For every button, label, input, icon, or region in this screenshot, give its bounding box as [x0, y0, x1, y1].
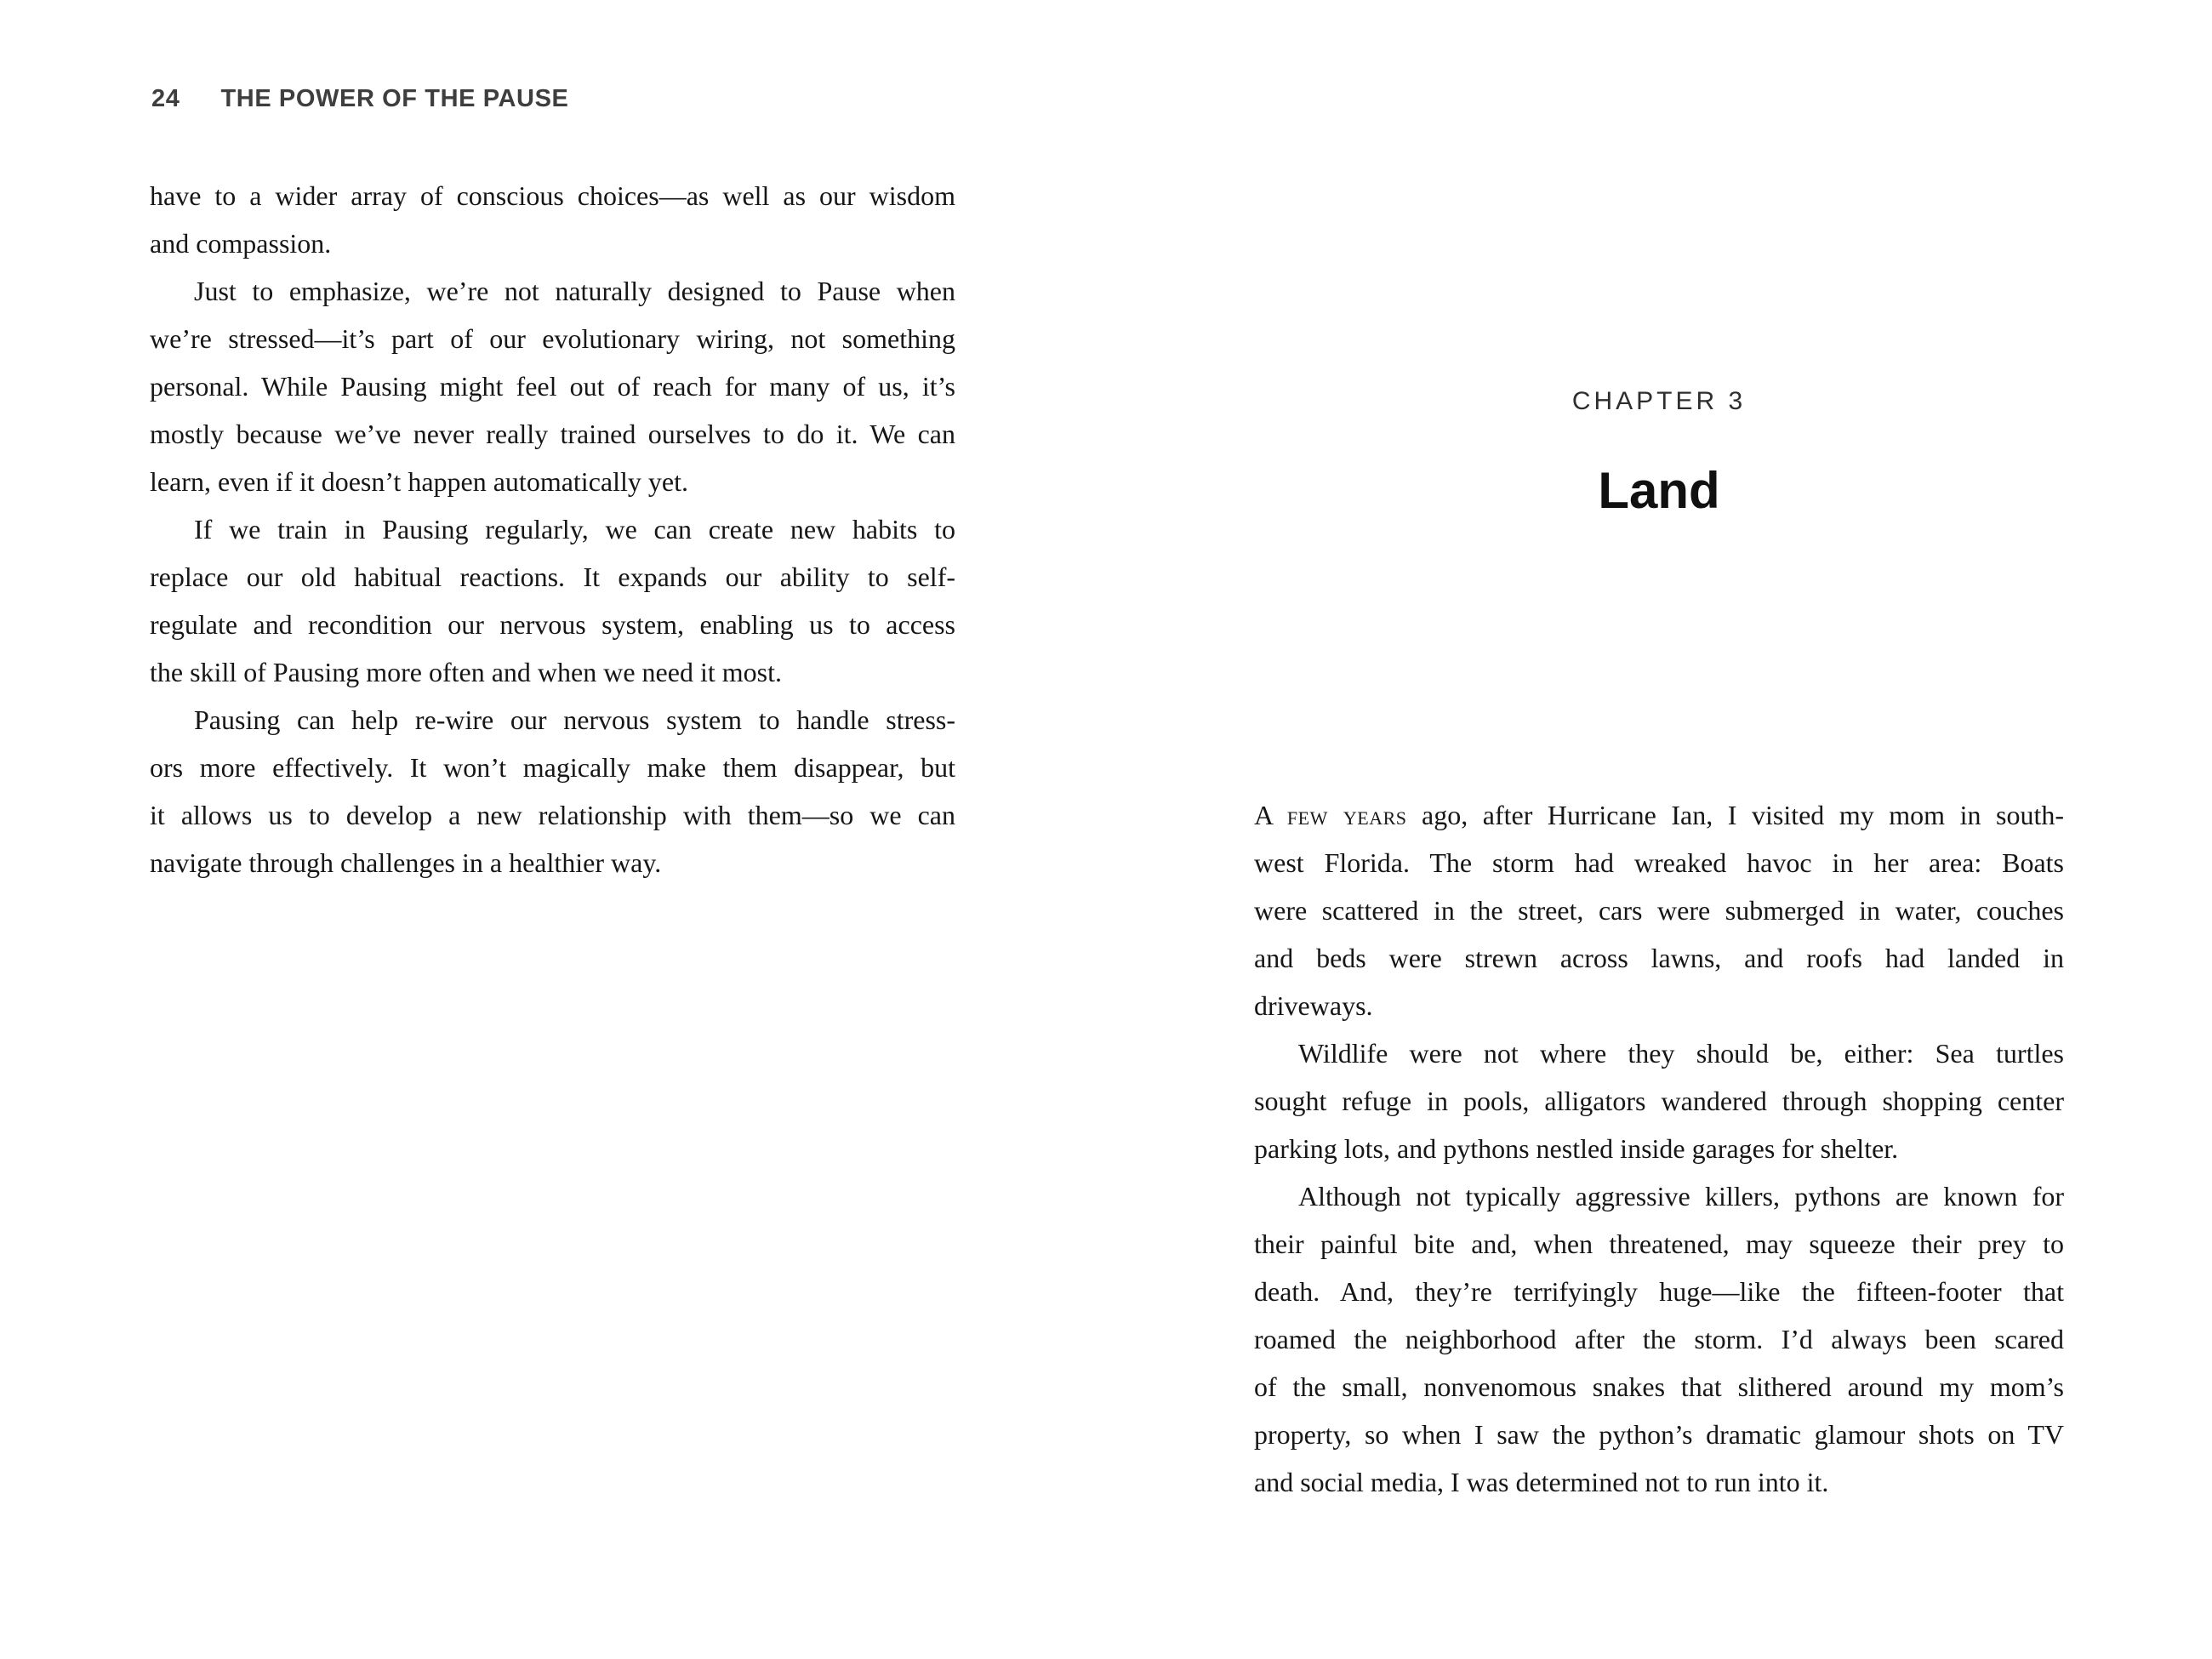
text-line: their painful bite and, when threatened, may squeeze their prey to	[1254, 1229, 2064, 1259]
text-line: property, so when I saw the python’s dramatic glamour shots on TV	[1254, 1419, 2064, 1450]
chapter-label: CHAPTER 3	[1571, 387, 1747, 415]
text-line: ors more effectively. It won’t magically make them disappear, but	[150, 752, 955, 783]
text-line: Although not typically aggressive killers, pythons are known for	[1298, 1181, 2064, 1211]
text-line: and compassion.	[150, 228, 332, 259]
text-line: the skill of Pausing more often and when we need it most.	[150, 657, 782, 687]
chapter-title: Land	[1598, 462, 1720, 519]
text-line: and beds were strewn across lawns, and roofs had landed in	[1254, 943, 2064, 973]
text-line: it allows us to develop a new relationship with them—so we can	[150, 800, 955, 830]
text-line: replace our old habitual reactions. It expands our ability to self-	[150, 562, 955, 592]
right-body-text	[1254, 791, 2064, 1506]
text-line: roamed the neighborhood after the storm. I’d always been scared	[1254, 1324, 2064, 1354]
text-line: have to a wider array of conscious choices—as well as our wisdom	[150, 180, 955, 211]
running-header	[151, 85, 569, 112]
text-line: sought refuge in pools, alligators wandered through shopping center	[1254, 1086, 2064, 1116]
text-line: we’re stressed—it’s part of our evolutionary wiring, not something	[150, 323, 955, 354]
text-line: navigate through challenges in a healthier way.	[150, 847, 662, 878]
text-line: regulate and recondition our nervous system, enabling us to access	[150, 609, 955, 640]
text-line: death. And, they’re terrifyingly huge—like the fifteen-footer that	[1254, 1276, 2064, 1307]
text-line: personal. While Pausing might feel out of reach for many of us, it’s	[150, 371, 955, 402]
text-line: If we train in Pausing regularly, we can create new habits to	[194, 514, 955, 544]
text-line: driveways.	[1254, 990, 1373, 1021]
text-line: learn, even if it doesn’t happen automatically yet.	[150, 466, 688, 497]
text-line: Wildlife were not where they should be, either: Sea turtles	[1298, 1038, 2064, 1069]
text-line: A few years ago, after Hurricane Ian, I visited my mom in south-	[1254, 800, 2065, 830]
text-line: Just to emphasize, we’re not naturally designed to Pause when	[194, 276, 955, 306]
text-line: and social media, I was determined not to run into it.	[1254, 1467, 1829, 1497]
text-line: mostly because we’ve never really trained ourselves to do it. We can	[150, 419, 955, 449]
smallcaps-lead: few years	[1286, 800, 1407, 830]
running-head: THE POWER OF THE PAUSE	[220, 85, 569, 112]
text-line: of the small, nonvenomous snakes that slithered around my mom’s	[1254, 1371, 2064, 1402]
text-line: parking lots, and pythons nestled inside garages for shelter.	[1254, 1133, 1899, 1164]
text-line: Pausing can help re-wire our nervous system to handle stress-	[194, 704, 955, 735]
text-line: were scattered in the street, cars were submerged in water, couches	[1254, 895, 2064, 926]
left-body-text	[150, 172, 955, 887]
text-line: west Florida. The storm had wreaked havoc in her area: Boats	[1254, 847, 2064, 878]
page-right	[1106, 0, 2212, 1659]
page-number: 24	[151, 85, 180, 112]
